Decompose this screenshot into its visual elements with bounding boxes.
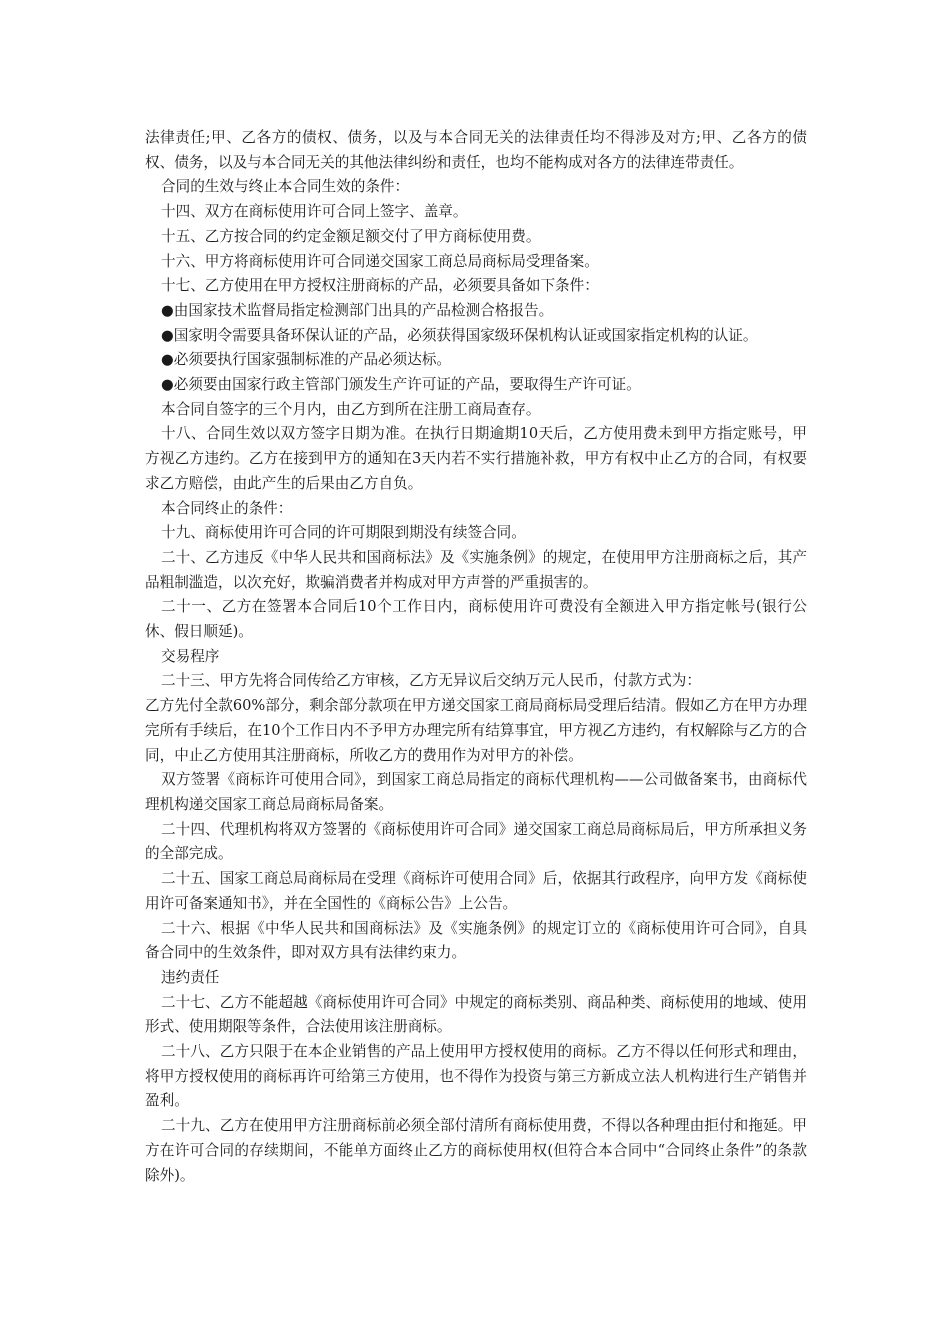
- paragraph: 二十七、乙方不能超越《商标使用许可合同》中规定的商标类别、商品种类、商标使用的地域、使用形式、使用期限等条件，合法使用该注册商标。: [145, 993, 807, 1036]
- paragraph: 二十八、乙方只限于在本企业销售的产品上使用甲方授权使用的商标。乙方不得以任何形式和理由，将甲方授权使用的商标再许可给第三方使用，也不得作为投资与第三方新成立法人机构进行生产销售并盈利。: [145, 1043, 807, 1110]
- paragraph: 十五、乙方按合同的约定金额足额交付了甲方商标使用费。: [161, 227, 541, 245]
- paragraph: 二十四、代理机构将双方签署的《商标使用许可合同》递交国家工商总局商标局后，甲方所承担义务的全部完成。: [145, 820, 807, 863]
- section-heading: 本合同终止的条件：: [161, 499, 293, 517]
- paragraph: 十七、乙方使用在甲方授权注册商标的产品，必须要具备如下条件：: [161, 277, 599, 295]
- paragraph: 双方签署《商标许可使用合同》，到国家工商总局指定的商标代理机构——公司做备案书，由商标代理机构递交国家工商总局商标局备案。: [145, 771, 807, 813]
- paragraph: 合同的生效与终止本合同生效的条件：: [161, 178, 410, 196]
- bullet-item: ●必须要由国家行政主管部门颁发生产许可证的产品，要取得生产许可证。: [161, 376, 641, 394]
- paragraph: 二十五、国家工商总局商标局在受理《商标许可使用合同》后，依据其行政程序，向甲方发《商标使用许可备案通知书》，并在全国性的《商标公告》上公告。: [145, 870, 807, 912]
- paragraph: 二十、乙方违反《中华人民共和国商标法》及《实施条例》的规定，在使用甲方注册商标之后，其产品粗制滥造，以次充好，欺骗消费者并构成对甲方声誉的严重损害的。: [145, 548, 807, 591]
- paragraph: 乙方先付全款60%部分，剩余部分款项在甲方递交国家工商局商标局受理后结清。假如乙方在甲方办理完所有手续后，在10个工作日内不予甲方办理完所有结算事宜，甲方视乙方违约，有权解除与乙方的合同，中止乙方使用其注册商标，所收乙方的费用作为对甲方的补偿。: [145, 697, 807, 764]
- paragraph: 十九、商标使用许可合同的许可期限到期没有续签合同。: [161, 524, 526, 542]
- paragraph: 二十三、甲方先将合同传给乙方审核，乙方无异议后交纳万元人民币，付款方式为：: [161, 672, 701, 690]
- paragraph: 二十九、乙方在使用甲方注册商标前必须全部付清所有商标使用费，不得以各种理由拒付和拖延。甲方在许可合同的存续期间，不能单方面终止乙方的商标使用权(但符合本合同中“合同终止条件”的条款除外)。: [145, 1117, 807, 1184]
- paragraph: 法律责任;甲、乙各方的债权、债务，以及与本合同无关的法律责任均不得涉及对方;甲、乙各方的债权、债务，以及与本合同无关的其他法律纠纷和责任，也均不能构成对各方的法律连带责任。: [145, 129, 807, 171]
- paragraph: 十八、合同生效以双方签字日期为准。在执行日期逾期10天后，乙方使用费未到甲方指定账号，甲方视乙方违约。乙方在接到甲方的通知在3天内若不实行措施补救，甲方有权中止乙方的合同，有权要求乙方赔偿，由此产生的后果由乙方自负。: [145, 425, 807, 492]
- document-body: [145, 126, 807, 1188]
- bullet-item: ●必须要执行国家强制标准的产品必须达标。: [161, 351, 452, 369]
- paragraph: 二十一、乙方在签署本合同后10个工作日内，商标使用许可费没有全额进入甲方指定帐号(银行公休、假日顺延)。: [145, 598, 807, 641]
- paragraph: 十四、双方在商标使用许可合同上签字、盖章。: [161, 203, 468, 221]
- paragraph: 十六、甲方将商标使用许可合同递交国家工商总局商标局受理备案。: [161, 252, 599, 270]
- section-heading: 违约责任: [161, 968, 220, 986]
- bullet-item: ●国家明令需要具备环保认证的产品，必须获得国家级环保机构认证或国家指定机构的认证。: [161, 326, 758, 344]
- section-heading: 交易程序: [161, 647, 220, 665]
- paragraph: 二十六、根据《中华人民共和国商标法》及《实施条例》的规定订立的《商标使用许可合同》，自具备合同中的生效条件，即对双方具有法律约束力。: [145, 919, 807, 962]
- paragraph: 本合同自签字的三个月内，由乙方到所在注册工商局查存。: [161, 400, 541, 418]
- bullet-item: ●由国家技术监督局指定检测部门出具的产品检测合格报告。: [161, 301, 554, 319]
